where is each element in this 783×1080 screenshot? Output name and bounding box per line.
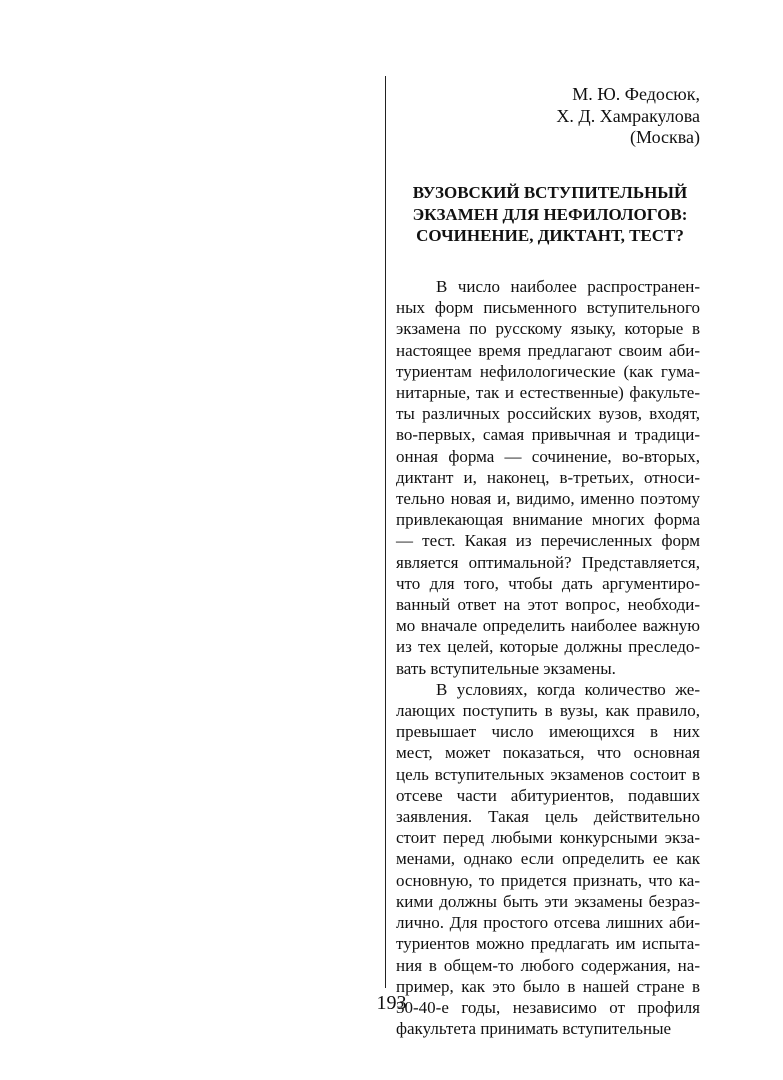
title-line: СОЧИНЕНИЕ, ДИКТАНТ, ТЕСТ? bbox=[416, 226, 684, 245]
paragraph bbox=[396, 276, 700, 679]
author-block bbox=[420, 84, 700, 149]
text-line: нитарные, так и естественные) факульте- bbox=[396, 383, 700, 403]
text-line: лично. Для простого отсева лишних аби- bbox=[396, 913, 700, 933]
text-line: пример, как это было в нашей стране в bbox=[396, 976, 700, 996]
text-line: мест, может показаться, что основная bbox=[396, 743, 700, 763]
margin-rule bbox=[385, 76, 386, 988]
text-line: диктант и, наконец, в-третьих, относи- bbox=[396, 467, 700, 487]
text-line: отсеве части абитуриентов, подавших bbox=[396, 785, 700, 805]
text-line: стоит перед любыми конкурсными экза- bbox=[396, 828, 700, 848]
text-line: цель вступительных экзаменов состоит в bbox=[396, 764, 700, 784]
text-line: привлекающая внимание многих форма bbox=[396, 510, 700, 530]
paragraph bbox=[396, 679, 700, 1039]
text-line: туриентов можно предлагать им испыта- bbox=[396, 934, 700, 954]
text-line: что для того, чтобы дать аргументиро- bbox=[396, 573, 700, 593]
text-line: является оптимальной? Представляется, bbox=[396, 552, 700, 572]
text-line: ных форм письменного вступительного bbox=[396, 298, 700, 318]
author-city: (Москва) bbox=[630, 127, 700, 147]
article-title bbox=[400, 182, 700, 247]
title-line: ВУЗОВСКИЙ ВСТУПИТЕЛЬНЫЙ bbox=[412, 183, 688, 202]
text-line: настоящее время предлагают своим аби- bbox=[396, 340, 700, 360]
title-line: ЭКЗАМЕН ДЛЯ НЕФИЛОЛОГОВ: bbox=[412, 204, 688, 224]
text-line: туриентам нефилологические (как гума- bbox=[396, 361, 700, 381]
text-line: мо вначале определить наиболее важную bbox=[396, 616, 700, 636]
text-line: тельно новая и, видимо, именно поэтому bbox=[396, 489, 700, 509]
text-line: во-первых, самая привычная и традици- bbox=[396, 425, 700, 445]
text-line: 30-40-е годы, независимо от профиля bbox=[396, 997, 700, 1017]
page-number: 193 bbox=[376, 992, 407, 1014]
text-line: лающих поступить в вузы, как правило, bbox=[396, 701, 700, 721]
text-line: — тест. Какая из перечисленных форм bbox=[396, 531, 700, 551]
text-line: В условиях, когда количество же- bbox=[436, 679, 700, 699]
text-line: ванный ответ на этот вопрос, необходи- bbox=[396, 595, 700, 615]
article-body bbox=[396, 276, 700, 1039]
text-line: В число наиболее распространен- bbox=[436, 277, 700, 296]
text-line: превышает число имеющихся в них bbox=[396, 722, 700, 742]
text-line: вать вступительные экзамены. bbox=[396, 658, 616, 678]
text-line: ты различных российских вузов, входят, bbox=[396, 404, 700, 424]
author-line: Х. Д. Хамракулова bbox=[556, 105, 700, 126]
text-line: экзамена по русскому языку, которые в bbox=[396, 319, 700, 339]
text-line: из тех целей, которые должны преследо- bbox=[396, 637, 700, 657]
text-line: менами, однако если определить ее как bbox=[396, 849, 700, 869]
author-line: М. Ю. Федосюк, bbox=[572, 84, 700, 104]
text-line: основную, то придется признать, что ка- bbox=[396, 870, 700, 890]
text-line: факультета принимать вступительные bbox=[396, 1019, 672, 1039]
text-line: заявления. Такая цель действительно bbox=[396, 807, 700, 827]
text-line: кими должны быть эти экзамены безраз- bbox=[396, 891, 700, 911]
text-line: ния в общем-то любого содержания, на- bbox=[396, 955, 700, 975]
text-line: онная форма — сочинение, во-вторых, bbox=[396, 446, 700, 466]
